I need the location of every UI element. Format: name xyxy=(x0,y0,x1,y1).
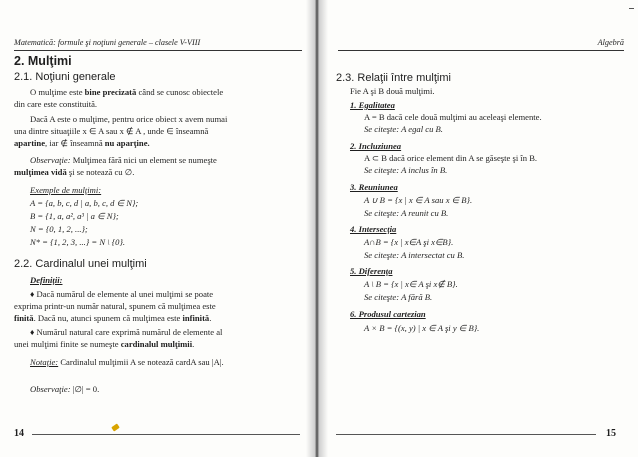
observation-1-line-1: Observaţie: Mulţimea fără nici un element se numeşte xyxy=(30,155,217,165)
relation-5-definition: A \ B = {x | x∈ A şi x∉ B}. xyxy=(364,279,458,289)
example-set-n-star: N* = {1, 2, 3, ...} = N \ {0}. xyxy=(30,237,126,247)
paragraph-1-line-1: O mulţime este bine precizată când se cunosc obiectele xyxy=(30,87,224,97)
corner-dash xyxy=(629,8,634,9)
definition-1-line-2: exprima printr-un număr natural, spunem că mulţimea este xyxy=(14,301,216,311)
right-footer-rule xyxy=(336,434,596,435)
example-set-a: A = {a, b, c, d | a, b, c, d ∈ N}; xyxy=(30,198,139,208)
right-page xyxy=(326,0,638,457)
relations-intro: Fie A şi B două mulţimi. xyxy=(350,86,435,96)
observation-1-line-2: mulţimea vidă şi se notează cu ∅. xyxy=(14,167,135,177)
relation-5-title: 5. Diferenţa xyxy=(350,266,393,276)
example-set-b: B = {1, a, a², a³ | a ∈ N}; xyxy=(30,211,119,221)
left-page-number: 14 xyxy=(14,428,24,439)
definitions-title: Definiţii: xyxy=(30,275,63,285)
paragraph-1-line-2: din care este constituită. xyxy=(14,99,98,109)
relation-4-title: 4. Intersecţia xyxy=(350,224,397,234)
observation-2-line: Observaţie: |∅| = 0. xyxy=(30,384,100,394)
relation-3-definition: A ∪ B = {x | x ∈ A sau x ∈ B}. xyxy=(364,195,473,205)
notation-line: Notaţie: Cardinalul mulţimii A se notează cardA sau |A|. xyxy=(30,357,224,367)
yellow-mark-icon xyxy=(111,423,120,431)
example-set-n: N = {0, 1, 2, ...}; xyxy=(30,224,88,234)
definition-2-line-2: unei mulţimi finite se numeşte cardinalul mulţimii. xyxy=(14,339,195,349)
right-running-header: Algebră xyxy=(597,38,624,47)
paragraph-2-line-3: apartine, iar ∉ înseamnă nu aparţine. xyxy=(14,138,150,148)
chapter-title: 2. Mulţimi xyxy=(14,54,72,68)
right-page-number: 15 xyxy=(606,428,616,439)
relation-1-title: 1. Egalitatea xyxy=(350,100,395,110)
relation-1-reading: Se citeşte: A egal cu B. xyxy=(364,124,443,134)
section-2-2-heading: 2.2. Cardinalul unei mulţimi xyxy=(14,258,147,270)
relation-6-title: 6. Produsul cartezian xyxy=(350,309,426,319)
relation-6-definition: A × B = {(x, y) | x ∈ A şi y ∈ B}. xyxy=(364,323,480,333)
book-gutter xyxy=(306,0,328,457)
relation-3-title: 3. Reuniunea xyxy=(350,182,398,192)
relation-4-reading: Se citeşte: A intersectat cu B. xyxy=(364,250,465,260)
left-footer-rule xyxy=(32,434,300,435)
definition-2-line-1: ♦ Numărul natural care exprimă numărul de elemente al xyxy=(30,327,223,337)
relation-1-definition: A = B dacă cele două mulţimi au aceleaşi elemente. xyxy=(364,112,542,122)
paragraph-2-line-2: una dintre situaţiile x ∈ A sau x ∉ A , unde ∈ înseamnă xyxy=(14,126,209,136)
relation-3-reading: Se citeşte: A reunit cu B. xyxy=(364,208,449,218)
relation-5-reading: Se citeşte: A fără B. xyxy=(364,292,433,302)
left-running-header: Matematică: formule şi noţiuni generale – clasele V-VIII xyxy=(14,38,201,47)
definition-1-line-3: finită. Dacă nu, atunci spunem că mulţimea este infinită. xyxy=(14,313,212,323)
paragraph-2-line-1: Dacă A este o mulţime, pentru orice obiect x avem numai xyxy=(30,114,228,124)
definition-1-line-1: ♦ Dacă numărul de elemente al unei mulţimi se poate xyxy=(30,289,214,299)
right-header-rule xyxy=(338,50,624,51)
relation-2-definition: A ⊂ B dacă orice element din A se găseşte şi în B. xyxy=(364,153,538,163)
relation-2-reading: Se citeşte: A inclus în B. xyxy=(364,165,448,175)
left-page xyxy=(0,0,312,457)
section-2-1-heading: 2.1. Noţiuni generale xyxy=(14,71,116,83)
section-2-3-heading: 2.3. Relaţii între mulţimi xyxy=(336,72,451,84)
relation-2-title: 2. Incluziunea xyxy=(350,141,402,151)
left-header-rule xyxy=(14,50,302,51)
relation-4-definition: A∩B = {x | x∈A şi x∈B}. xyxy=(364,237,454,247)
examples-title: Exemple de mulţimi: xyxy=(30,185,102,195)
